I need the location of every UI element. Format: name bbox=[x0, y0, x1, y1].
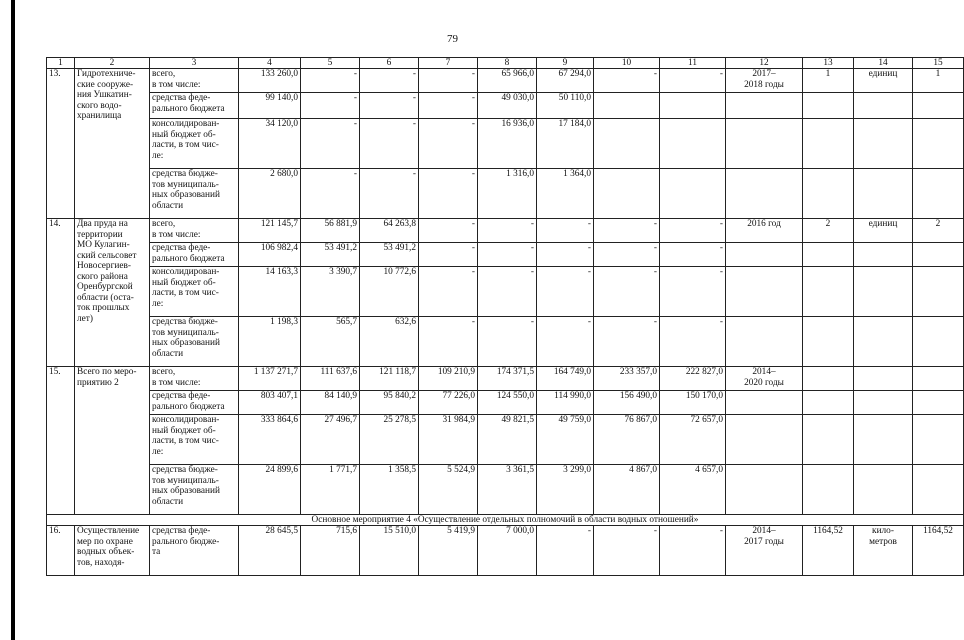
table-row bbox=[47, 169, 964, 219]
column-header: 11 bbox=[660, 58, 726, 69]
period-cell bbox=[726, 391, 803, 415]
table-row bbox=[47, 415, 964, 465]
amount-cell: - bbox=[478, 267, 537, 317]
amount-cell: - bbox=[301, 119, 360, 169]
period-cell bbox=[726, 169, 803, 219]
indicator-quantity: 1164,52 bbox=[803, 526, 854, 576]
column-header: 8 bbox=[478, 58, 537, 69]
period-cell bbox=[726, 317, 803, 367]
unit-cell bbox=[854, 93, 913, 119]
amount-cell: - bbox=[594, 243, 660, 267]
total-cell bbox=[913, 317, 964, 367]
funding-source: средства феде- рального бюджета bbox=[150, 93, 239, 119]
unit-cell bbox=[854, 169, 913, 219]
qty-cell bbox=[803, 267, 854, 317]
amount-cell: 10 772,6 bbox=[360, 267, 419, 317]
period-cell bbox=[726, 267, 803, 317]
amount-cell: - bbox=[537, 243, 594, 267]
period-cell bbox=[726, 465, 803, 515]
page-number: 79 bbox=[447, 33, 458, 45]
period-cell bbox=[726, 93, 803, 119]
qty-cell bbox=[803, 415, 854, 465]
amount-cell: 114 990,0 bbox=[537, 391, 594, 415]
amount-cell: 222 827,0 bbox=[660, 367, 726, 391]
amount-cell: 174 371,5 bbox=[478, 367, 537, 391]
indicator-unit bbox=[854, 367, 913, 391]
period-cell bbox=[726, 415, 803, 465]
total-cell bbox=[913, 119, 964, 169]
amount-cell bbox=[594, 169, 660, 219]
indicator-total bbox=[913, 367, 964, 391]
total-cell bbox=[913, 267, 964, 317]
amount-cell: - bbox=[660, 526, 726, 576]
amount-cell: - bbox=[537, 267, 594, 317]
amount-cell: - bbox=[419, 93, 478, 119]
amount-cell: - bbox=[478, 317, 537, 367]
total-cell bbox=[913, 415, 964, 465]
amount-cell: - bbox=[360, 119, 419, 169]
amount-cell: 3 299,0 bbox=[537, 465, 594, 515]
amount-cell: 164 749,0 bbox=[537, 367, 594, 391]
amount-cell: - bbox=[660, 69, 726, 93]
funding-source: консолидирован- ный бюджет об- ласти, в том чис- ле: bbox=[150, 415, 239, 465]
amount-cell: 121 118,7 bbox=[360, 367, 419, 391]
amount-cell: - bbox=[478, 219, 537, 243]
column-header: 13 bbox=[803, 58, 854, 69]
implementation-period: 2016 год bbox=[726, 219, 803, 243]
amount-cell: - bbox=[660, 267, 726, 317]
amount-cell: - bbox=[537, 526, 594, 576]
amount-cell: 150 170,0 bbox=[660, 391, 726, 415]
amount-cell: - bbox=[301, 169, 360, 219]
amount-cell: - bbox=[478, 243, 537, 267]
amount-cell: 333 864,6 bbox=[239, 415, 301, 465]
indicator-total: 1164,52 bbox=[913, 526, 964, 576]
indicator-unit: единиц bbox=[854, 219, 913, 243]
amount-cell: 28 645,5 bbox=[239, 526, 301, 576]
amount-cell: 15 510,0 bbox=[360, 526, 419, 576]
amount-cell: 27 496,7 bbox=[301, 415, 360, 465]
indicator-unit: единиц bbox=[854, 69, 913, 93]
amount-cell: 14 163,3 bbox=[239, 267, 301, 317]
column-header: 5 bbox=[301, 58, 360, 69]
amount-cell: 233 357,0 bbox=[594, 367, 660, 391]
amount-cell: 3 390,7 bbox=[301, 267, 360, 317]
funding-source: средства бюдже- тов муниципаль- ных образований области bbox=[150, 169, 239, 219]
qty-cell bbox=[803, 243, 854, 267]
amount-cell: 803 407,1 bbox=[239, 391, 301, 415]
table-row bbox=[47, 526, 964, 576]
amount-cell bbox=[660, 119, 726, 169]
amount-cell bbox=[660, 93, 726, 119]
indicator-quantity bbox=[803, 367, 854, 391]
table-row bbox=[47, 69, 964, 93]
amount-cell: 156 490,0 bbox=[594, 391, 660, 415]
amount-cell: - bbox=[419, 169, 478, 219]
item-number: 16. bbox=[47, 526, 75, 576]
funding-source: всего, в том числе: bbox=[150, 219, 239, 243]
amount-cell: 1 771,7 bbox=[301, 465, 360, 515]
item-name: Гидротехниче- ские сооруже- ния Ушкатин- ского водо- хранилища bbox=[75, 69, 150, 219]
unit-cell bbox=[854, 317, 913, 367]
indicator-total: 1 bbox=[913, 69, 964, 93]
unit-cell bbox=[854, 465, 913, 515]
header-row bbox=[47, 58, 964, 69]
item-name: Осуществление мер по охране водных объек- тов, находя- bbox=[75, 526, 150, 576]
amount-cell: - bbox=[660, 243, 726, 267]
section-row bbox=[47, 515, 964, 526]
item-number: 15. bbox=[47, 367, 75, 515]
amount-cell: - bbox=[360, 169, 419, 219]
column-header: 7 bbox=[419, 58, 478, 69]
amount-cell: - bbox=[419, 119, 478, 169]
column-header: 10 bbox=[594, 58, 660, 69]
amount-cell: 715,6 bbox=[301, 526, 360, 576]
funding-source: консолидирован- ный бюджет об- ласти, в том чис- ле: bbox=[150, 267, 239, 317]
amount-cell: 1 358,5 bbox=[360, 465, 419, 515]
table-row bbox=[47, 119, 964, 169]
amount-cell: 25 278,5 bbox=[360, 415, 419, 465]
amount-cell: - bbox=[301, 93, 360, 119]
amount-cell: 67 294,0 bbox=[537, 69, 594, 93]
indicator-unit: кило- метров bbox=[854, 526, 913, 576]
amount-cell: 565,7 bbox=[301, 317, 360, 367]
funding-source: всего, в том числе: bbox=[150, 69, 239, 93]
amount-cell: 95 840,2 bbox=[360, 391, 419, 415]
indicator-total: 2 bbox=[913, 219, 964, 243]
amount-cell: - bbox=[660, 219, 726, 243]
amount-cell: 53 491,2 bbox=[360, 243, 419, 267]
amount-cell: - bbox=[537, 317, 594, 367]
funding-source: средства бюдже- тов муниципаль- ных образований области bbox=[150, 465, 239, 515]
amount-cell: 17 184,0 bbox=[537, 119, 594, 169]
amount-cell: 49 030,0 bbox=[478, 93, 537, 119]
amount-cell: - bbox=[594, 267, 660, 317]
qty-cell bbox=[803, 119, 854, 169]
amount-cell: 56 881,9 bbox=[301, 219, 360, 243]
amount-cell: - bbox=[594, 317, 660, 367]
unit-cell bbox=[854, 415, 913, 465]
implementation-period: 2017– 2018 годы bbox=[726, 69, 803, 93]
amount-cell: - bbox=[419, 219, 478, 243]
table-row bbox=[47, 317, 964, 367]
total-cell bbox=[913, 391, 964, 415]
table-row bbox=[47, 219, 964, 243]
amount-cell: 1 198,3 bbox=[239, 317, 301, 367]
unit-cell bbox=[854, 391, 913, 415]
qty-cell bbox=[803, 169, 854, 219]
amount-cell: 632,6 bbox=[360, 317, 419, 367]
amount-cell: 1 316,0 bbox=[478, 169, 537, 219]
amount-cell: 7 000,0 bbox=[478, 526, 537, 576]
amount-cell: 65 966,0 bbox=[478, 69, 537, 93]
column-header: 4 bbox=[239, 58, 301, 69]
amount-cell: 64 263,8 bbox=[360, 219, 419, 243]
item-name: Два пруда на территории МО Кулагин- ский сельсовет Новосергиев- ского района Оренбургской области (оста- ток прошлых лет) bbox=[75, 219, 150, 367]
amount-cell: - bbox=[419, 317, 478, 367]
program-table bbox=[46, 57, 964, 576]
funding-source: средства феде- рального бюджета bbox=[150, 243, 239, 267]
amount-cell: - bbox=[360, 69, 419, 93]
amount-cell: 4 657,0 bbox=[660, 465, 726, 515]
amount-cell: 5 419,9 bbox=[419, 526, 478, 576]
implementation-period: 2014– 2020 годы bbox=[726, 367, 803, 391]
amount-cell bbox=[660, 169, 726, 219]
funding-source: консолидирован- ный бюджет об- ласти, в том чис- ле: bbox=[150, 119, 239, 169]
indicator-quantity: 1 bbox=[803, 69, 854, 93]
item-number: 14. bbox=[47, 219, 75, 367]
implementation-period: 2014– 2017 годы bbox=[726, 526, 803, 576]
funding-source: средства феде- рального бюдже- та bbox=[150, 526, 239, 576]
table-row bbox=[47, 93, 964, 119]
amount-cell: 109 210,9 bbox=[419, 367, 478, 391]
column-header: 3 bbox=[150, 58, 239, 69]
funding-source: средства феде- рального бюджета bbox=[150, 391, 239, 415]
column-header: 9 bbox=[537, 58, 594, 69]
table-row bbox=[47, 465, 964, 515]
amount-cell: 1 364,0 bbox=[537, 169, 594, 219]
amount-cell: - bbox=[594, 69, 660, 93]
funding-source: всего, в том числе: bbox=[150, 367, 239, 391]
period-cell bbox=[726, 119, 803, 169]
amount-cell: 72 657,0 bbox=[660, 415, 726, 465]
scan-edge-bar bbox=[11, 0, 15, 640]
amount-cell: 106 982,4 bbox=[239, 243, 301, 267]
table-row bbox=[47, 367, 964, 391]
amount-cell: 34 120,0 bbox=[239, 119, 301, 169]
item-number: 13. bbox=[47, 69, 75, 219]
amount-cell: 111 637,6 bbox=[301, 367, 360, 391]
amount-cell: 24 899,6 bbox=[239, 465, 301, 515]
amount-cell: 31 984,9 bbox=[419, 415, 478, 465]
amount-cell: 121 145,7 bbox=[239, 219, 301, 243]
amount-cell: 77 226,0 bbox=[419, 391, 478, 415]
unit-cell bbox=[854, 243, 913, 267]
total-cell bbox=[913, 465, 964, 515]
total-cell bbox=[913, 169, 964, 219]
amount-cell: 50 110,0 bbox=[537, 93, 594, 119]
qty-cell bbox=[803, 465, 854, 515]
funding-source: средства бюдже- тов муниципаль- ных образований области bbox=[150, 317, 239, 367]
table-row bbox=[47, 267, 964, 317]
column-header: 12 bbox=[726, 58, 803, 69]
column-header: 1 bbox=[47, 58, 75, 69]
unit-cell bbox=[854, 119, 913, 169]
table-row bbox=[47, 391, 964, 415]
indicator-quantity: 2 bbox=[803, 219, 854, 243]
amount-cell: 133 260,0 bbox=[239, 69, 301, 93]
amount-cell: 49 759,0 bbox=[537, 415, 594, 465]
amount-cell: 99 140,0 bbox=[239, 93, 301, 119]
amount-cell bbox=[594, 93, 660, 119]
amount-cell: 1 137 271,7 bbox=[239, 367, 301, 391]
column-header: 14 bbox=[854, 58, 913, 69]
amount-cell: - bbox=[660, 317, 726, 367]
amount-cell: 124 550,0 bbox=[478, 391, 537, 415]
column-header: 6 bbox=[360, 58, 419, 69]
item-name: Всего по меро- приятию 2 bbox=[75, 367, 150, 515]
amount-cell: - bbox=[301, 69, 360, 93]
qty-cell bbox=[803, 317, 854, 367]
amount-cell: - bbox=[360, 93, 419, 119]
amount-cell: - bbox=[419, 243, 478, 267]
amount-cell: 3 361,5 bbox=[478, 465, 537, 515]
amount-cell bbox=[594, 119, 660, 169]
amount-cell: 53 491,2 bbox=[301, 243, 360, 267]
amount-cell: - bbox=[537, 219, 594, 243]
amount-cell: - bbox=[594, 219, 660, 243]
amount-cell: 16 936,0 bbox=[478, 119, 537, 169]
period-cell bbox=[726, 243, 803, 267]
amount-cell: 4 867,0 bbox=[594, 465, 660, 515]
amount-cell: 2 680,0 bbox=[239, 169, 301, 219]
column-header: 15 bbox=[913, 58, 964, 69]
column-header: 2 bbox=[75, 58, 150, 69]
total-cell bbox=[913, 243, 964, 267]
qty-cell bbox=[803, 391, 854, 415]
amount-cell: 49 821,5 bbox=[478, 415, 537, 465]
total-cell bbox=[913, 93, 964, 119]
amount-cell: - bbox=[419, 69, 478, 93]
table-row bbox=[47, 243, 964, 267]
amount-cell: 5 524,9 bbox=[419, 465, 478, 515]
qty-cell bbox=[803, 93, 854, 119]
amount-cell: - bbox=[594, 526, 660, 576]
amount-cell: 84 140,9 bbox=[301, 391, 360, 415]
section-title: Основное мероприятие 4 «Осуществление отдельных полномочий в области водных отношений» bbox=[47, 515, 964, 526]
unit-cell bbox=[854, 267, 913, 317]
amount-cell: 76 867,0 bbox=[594, 415, 660, 465]
amount-cell: - bbox=[419, 267, 478, 317]
